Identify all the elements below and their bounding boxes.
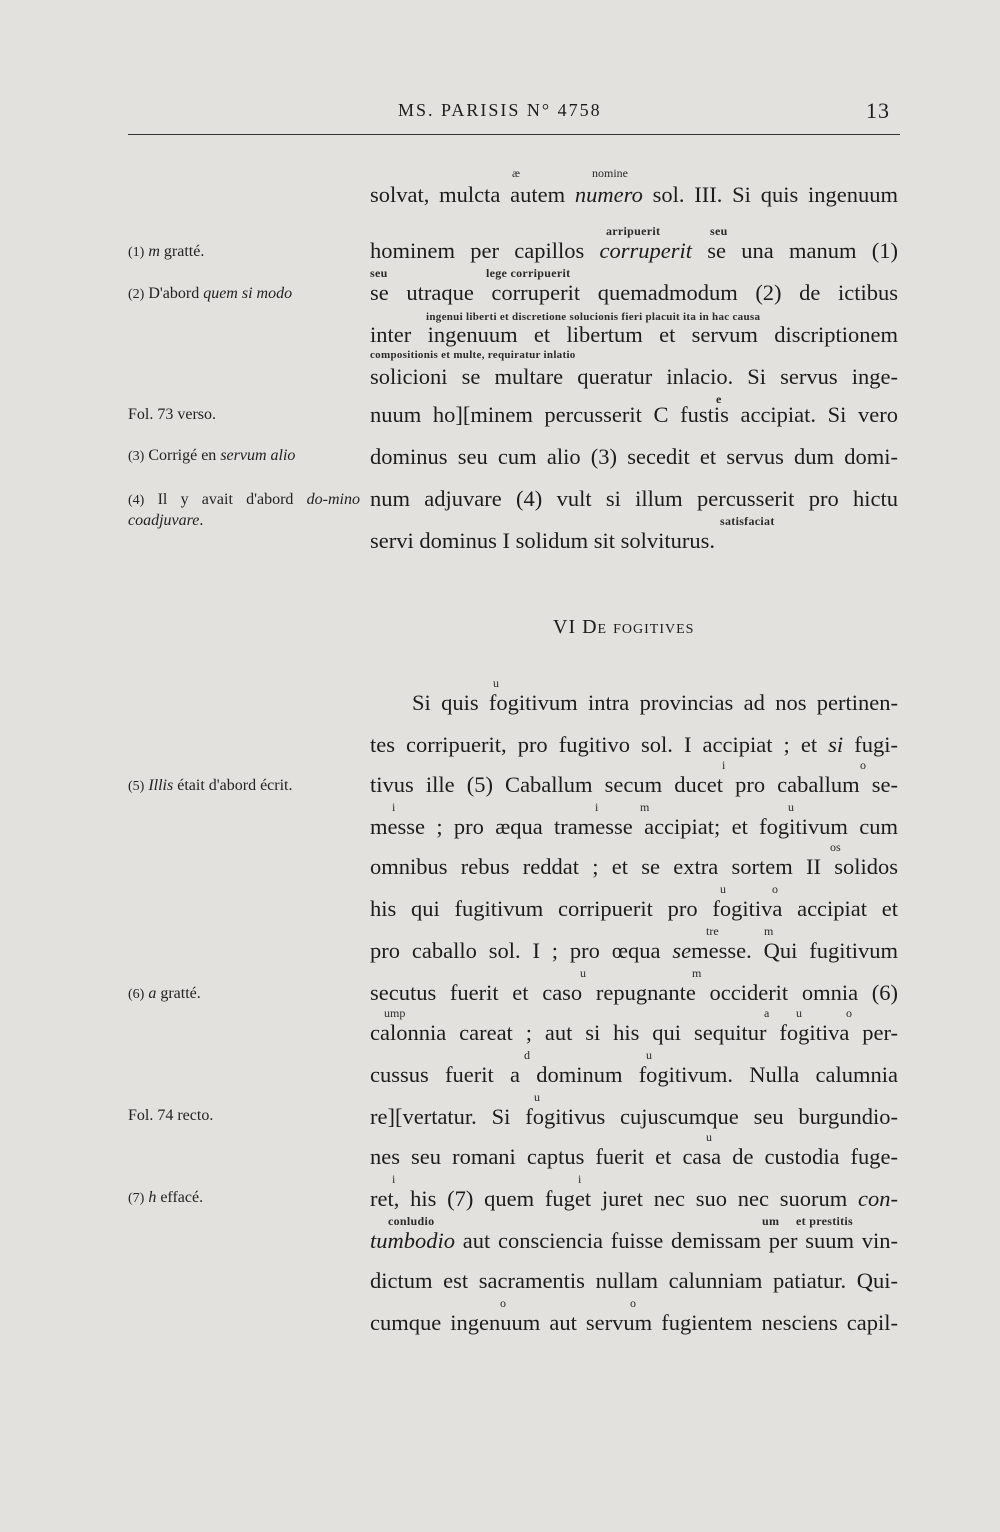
gloss: o (500, 1296, 506, 1310)
gloss: m (692, 966, 702, 980)
folio-note-74: Fol. 74 recto. (128, 1107, 214, 1124)
manuscript-title: MS. PARISIS N° 4758 (398, 100, 602, 120)
margin-note-7 (128, 1188, 358, 1209)
page-number: 13 (866, 98, 890, 123)
gloss: o (860, 758, 866, 772)
text-line: tes corripuerit, pro fugitivo sol. I accipiat ; et si fugi- (370, 732, 898, 757)
folio-note-73: Fol. 73 verso. (128, 406, 216, 423)
text-line: cussus fuerit a dominum fogitivum. Nulla calumnia (370, 1062, 898, 1087)
margin-note-5 (128, 776, 358, 797)
text-line: cumque ingenuum aut servum fugientem nesciens capil- (370, 1310, 898, 1335)
text-line: re][vertatur. Si fogitivus cujuscumque seu burgundio- (370, 1104, 898, 1129)
gloss: i (595, 800, 599, 814)
text-line: tumbodio aut consciencia fuisse demissam per suum vin- (370, 1228, 898, 1253)
margin-note-4 (128, 490, 360, 531)
margin-note-6 (128, 984, 358, 1005)
gloss: o (846, 1006, 852, 1020)
note-text: gratté. (156, 985, 201, 1002)
gloss: u (646, 1048, 652, 1062)
text-line: Si quis fogitivum intra provincias ad nos pertinen- (412, 690, 898, 715)
text-line: tivus ille (5) Caballum secum ducet pro caballum se- (370, 772, 898, 797)
note-text: était d'abord écrit. (173, 777, 293, 794)
margin-note-2 (128, 284, 358, 305)
gloss: e (716, 392, 722, 406)
gloss: o (630, 1296, 636, 1310)
note-number: (5) (128, 779, 145, 794)
text-line: nuum ho][minem percusserit C fustis accipiat. Si vero (370, 402, 898, 427)
text-line: dictum est sacramentis nullam calunniam patiatur. Qui- (370, 1268, 898, 1293)
text-line: servi dominus I solidum sit solviturus. (370, 528, 716, 553)
note-text: Corrigé en (148, 447, 221, 464)
gloss: seu (370, 266, 388, 280)
gloss: u (796, 1006, 802, 1020)
gloss: arripuerit (606, 224, 661, 238)
text-line: inter ingenuum et libertum et servum discriptionem (370, 322, 898, 347)
margin-note-1 (128, 242, 358, 263)
gloss: seu (710, 224, 728, 238)
gloss: os (830, 840, 841, 854)
gloss: lege corripuerit (486, 266, 571, 280)
text-line: se utraque corruperit quemadmodum (2) de ictibus (370, 280, 898, 305)
manuscript-page: MS. PARISIS N° 4758 13 (1) m gratté. (2) D'abord quem si modo Fol. 73 verso. (3) Corrigé en servum alio (4) Il y avait d'abord do-mino coadjuvare. (5) Illis était d'abord écrit. (6) a gratté. Fol. 74 recto. (7) h effacé. æ nomine arripuerit seu seu lege corripuerit ingenui liberti et discretione solucionis fieri placuit ita in hac causa compositionis et multe, requiratur inlatio e satisfaciat u i o i i m u os u o tre m u m ump a u o d u u u i i conludio um et prestitis o o solvat, mulcta autem numero sol. III. Si quis ingenuum hominem per capillos corruperit se una manum (1) se utraque corruperit quemadmodum (2) de ictibus inter ingenuum et libertum et servum discriptionem solicioni se multare queratur inlacio. Si servus inge- nuum ho][minem percusserit C fustis accipiat. Si vero dominus seu cum alio (3) secedit et servus dum domi- num adjuvare (4) vult si illum percusserit pro hictu servi dominus I solidum sit solviturus. VI De fogitives Si quis fogitivum intra provincias ad nos pertinen- tes corripuerit, pro fugitivo sol. I accipiat ; et si fugi- tivus ille (5) Caballum secum ducet pro caballum se- messe ; pro æqua tramesse accipiat; et fogitivum cum omnibus rebus reddat ; et se extra sortem II solidos his qui fugitivum corripuerit pro fogitiva accipiat et pro caballo sol. I ; pro œqua semesse. Qui fugitivum secutus fuerit et caso repugnante occiderit omnia (6) calonnia careat ; aut si his qui sequitur fogitiva per- cussus fuerit a dominum fogitivum. Nulla calumnia re][vertatur. Si fogitivus cujuscumque seu burgundio- nes seu romani captus fuerit et casa de custodia fuge- ret, his (7) quem fuget juret nec suo nec suorum con- tumbodio aut consciencia fuisse demissam per suum vin- dictum est sacramentis nullam calunniam patiatur. Qui- cumque ingenuum aut servum fugientem nesciens capil- (0, 0, 1000, 1532)
gloss: u (720, 882, 726, 896)
note-text: D'abord (148, 285, 204, 302)
gloss: tre (706, 924, 719, 938)
note-italic: m (148, 243, 160, 260)
gloss: i (722, 758, 726, 772)
note-number: (6) (128, 987, 145, 1002)
margin-note-3 (128, 446, 358, 467)
running-head (0, 96, 1000, 136)
gloss: a (764, 1006, 770, 1020)
gloss: m (640, 800, 650, 814)
note-italic: a (148, 985, 157, 1002)
gloss: u (493, 676, 499, 690)
text-line: secutus fuerit et caso repugnante occiderit omnia (6) (370, 980, 898, 1005)
gloss: o (772, 882, 778, 896)
gloss: i (392, 800, 396, 814)
gloss: m (764, 924, 774, 938)
note-number: (4) (128, 493, 145, 508)
gloss: nomine (592, 166, 628, 180)
text-line: messe ; pro æqua tramesse accipiat; et fogitivum cum (370, 814, 898, 839)
note-text: effacé. (156, 1189, 204, 1206)
gloss: compositionis et multe, requiratur inlatio (370, 349, 576, 361)
gloss: ingenui liberti et discretione solucionis fieri placuit ita in hac causa (426, 311, 761, 323)
gloss: ump (384, 1006, 406, 1020)
text-line: dominus seu cum alio (3) secedit et servus dum domi- (370, 444, 898, 469)
text-line: pro caballo sol. I ; pro œqua semesse. Qui fugitivum (370, 938, 899, 963)
note-italic: Illis (148, 777, 174, 794)
gloss: satisfaciat (720, 514, 775, 528)
text-line: num adjuvare (4) vult si illum percusserit pro hictu (370, 486, 898, 511)
note-number: (1) (128, 245, 145, 260)
gloss: u (534, 1090, 540, 1104)
text-line: hominem per capillos corruperit se una manum (1) (370, 238, 898, 263)
note-italic: quem si modo (203, 285, 293, 302)
gloss: u (788, 800, 794, 814)
gloss: u (580, 966, 586, 980)
gloss: um (762, 1214, 780, 1228)
text-line: omnibus rebus reddat ; et se extra sortem II solidos (370, 854, 898, 879)
gloss: i (392, 1172, 396, 1186)
gloss: i (578, 1172, 582, 1186)
note-italic: do-mino coadjuvare (128, 491, 360, 529)
gloss: d (524, 1048, 530, 1062)
note-tail: . (199, 512, 204, 529)
header-rule (128, 134, 900, 135)
gloss: et prestitis (796, 1214, 854, 1228)
note-italic: h (148, 1189, 157, 1206)
gloss: u (706, 1130, 712, 1144)
text-line: his qui fugitivum corripuerit pro fogitiva accipiat et (370, 896, 898, 921)
text-line: nes seu romani captus fuerit et casa de custodia fuge- (370, 1144, 898, 1169)
note-number: (2) (128, 287, 145, 302)
gloss: æ (512, 166, 521, 180)
note-text: Il y avait d'abord (157, 491, 307, 508)
note-italic: servum alio (220, 447, 296, 464)
gloss: conludio (388, 1214, 435, 1228)
note-text: gratté. (159, 243, 205, 260)
text-line: calonnia careat ; aut si his qui sequitur fogitiva per- (370, 1020, 898, 1045)
note-number: (3) (128, 449, 145, 464)
text-line: solvat, mulcta autem numero sol. III. Si quis ingenuum (370, 182, 898, 207)
text-line: ret, his (7) quem fuget juret nec suo nec suorum con- (370, 1186, 898, 1211)
note-number: (7) (128, 1191, 145, 1206)
text-line: solicioni se multare queratur inlacio. Si servus inge- (370, 364, 898, 389)
